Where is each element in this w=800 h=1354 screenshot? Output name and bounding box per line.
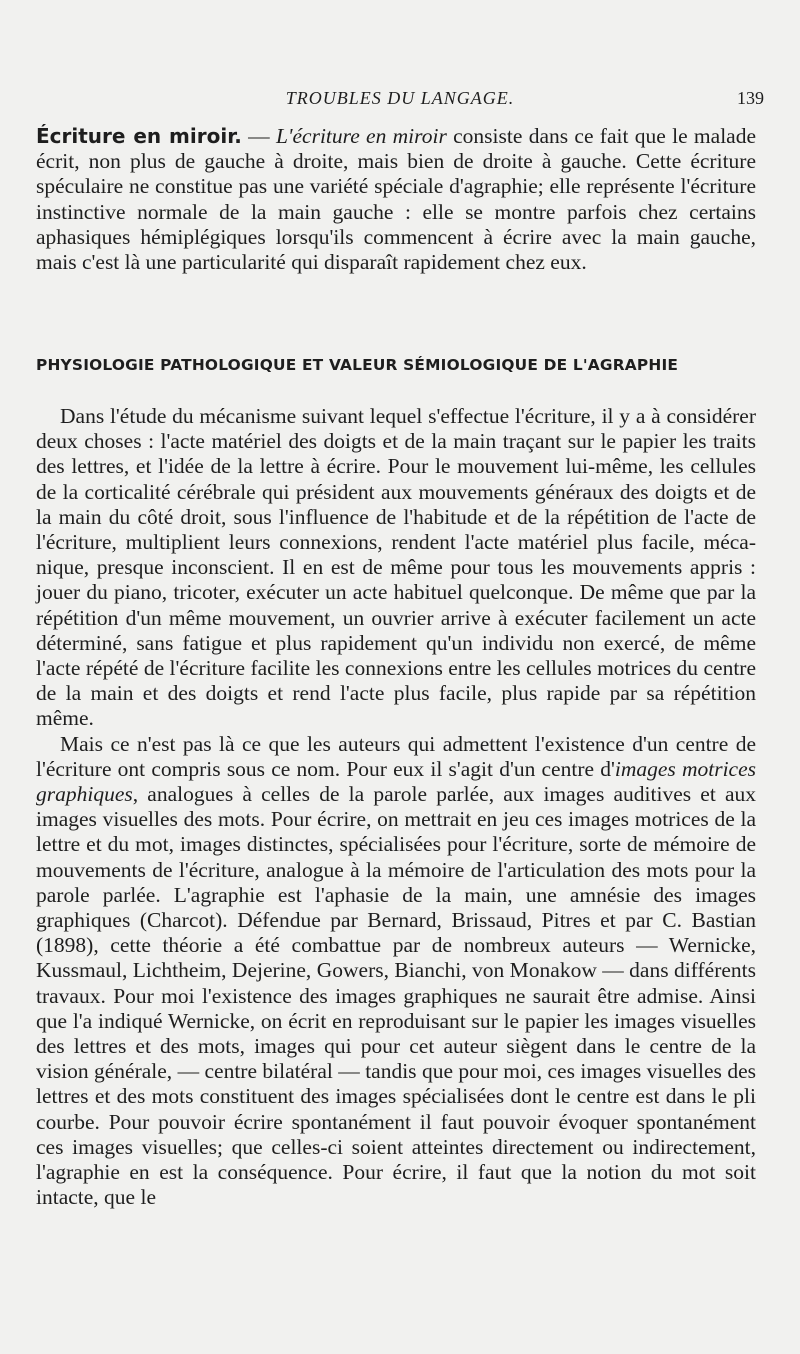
paragraph-text-start: Mais ce n'est pas là ce que les auteurs qui admettent l'existence d'un centre de l'écriture ont compris sous ce nom. Pour eux il s'agit d'un centre d': [36, 731, 756, 781]
section-mirror-writing: [36, 124, 756, 275]
page-header: [36, 88, 764, 112]
paragraph-mirror-writing: [36, 124, 756, 275]
page-number: 139: [737, 88, 764, 108]
section-heading: PHYSIOLOGIE PATHOLOGIQUE ET VALEUR SÉMIOLOGIQUE DE L'AGRAPHIE: [36, 356, 679, 374]
em-dash: —: [241, 124, 276, 148]
section-physiology: [36, 404, 756, 1211]
run-in-heading: Écriture en miroir.: [36, 124, 242, 148]
italic-term: images motrices graphiques: [36, 756, 757, 807]
running-title: TROUBLES DU LANGAGE.: [285, 88, 515, 108]
paragraph-text-end: , analogues à celles de la parole parlée, aux images auditives et aux images visuelles des mots. Pour écrire, on mettrait en jeu ces images motrices de la lettre et du mot, images distinctes, spécialisées pour l'écriture, sorte de mémoire de mouvements de l'écriture, analogue à la mémoire de l'articulation des mots pour la parole parlée. L'agraphie est l'aphasie de la main, une amnésie des images graphiques (Charcot). Défendue par Bernard, Brissaud, Pitres et par C. Bastian (1898), cette théorie a été combattue par de nombreux auteurs — Wernicke, Kussmaul, Lichtheim, Dejerine, Gowers, Bianchi, von Monakow — dans différents travaux. Pour moi l'existence des images graphiques ne saurait être admise. Ainsi que l'a indiqué Wernicke, on écrit en reproduisant sur le papier les images visuelles des lettres et des mots, images qui pour cet auteur siègent dans le centre de la vision générale, — centre bilatéral — tandis que pour moi, ces images visuelles des lettres et des mots constituent des images spécialisées dont le centre est dans le pli courbe. Pour pouvoir écrire spontanément il faut pouvoir évoquer spontanément ces images visuelles; que celles-ci soient atteintes directement ou indirectement, l'agraphie en est la conséquence. Pour écrire, il faut que la notion du mot soit intacte, que le: [36, 782, 756, 1210]
paragraph-graphic-images: [36, 732, 756, 1211]
italic-term: L'écriture en miroir: [275, 124, 447, 148]
paragraph-mechanism: Dans l'étude du mécanisme suivant lequel s'effectue l'écriture, il y a à considérer deux choses : l'acte matériel des doigts et de la main traçant sur le papier les traits des lettres, et l'idée de la lettre à écrire. Pour le mouvement lui-même, les cellules de la corticalité cérébrale qui président aux mouvements généraux des doigts et de la main du côté droit, sous l'influence de l'habitude et de la répétition de l'acte de l'écriture, multiplient leurs connexions, rendent l'acte matériel plus facile, mécanique, presque inconscient. Il en est de même pour tous les mouvements appris : jouer du piano, tricoter, exécuter un acte habituel quelconque. De même que par la répétition d'un même mouvement, un ouvrier arrive à exécuter facilement un acte déterminé, sans fatigue et plus rapidement qu'un individu non exercé, de même l'acte répété de l'écriture facilite les connexions entre les cellules motrices du centre de la main et des doigts et rend l'acte plus facile, plus rapide par sa répétition même.: [36, 404, 756, 731]
paragraph-text: consiste dans ce fait que le malade écrit, non plus de gauche à droite, mais bien de droite à gauche. Cette écriture spéculaire ne constitue pas une variété spéciale d'agraphie; elle représente l'écriture instinctive normale de la main gauche : elle se montre parfois chez certains aphasiques hémiplégiques lorsqu'ils commencent à écrire avec la main gauche, mais c'est là une particularité qui disparaît rapidement chez eux.: [36, 124, 757, 275]
